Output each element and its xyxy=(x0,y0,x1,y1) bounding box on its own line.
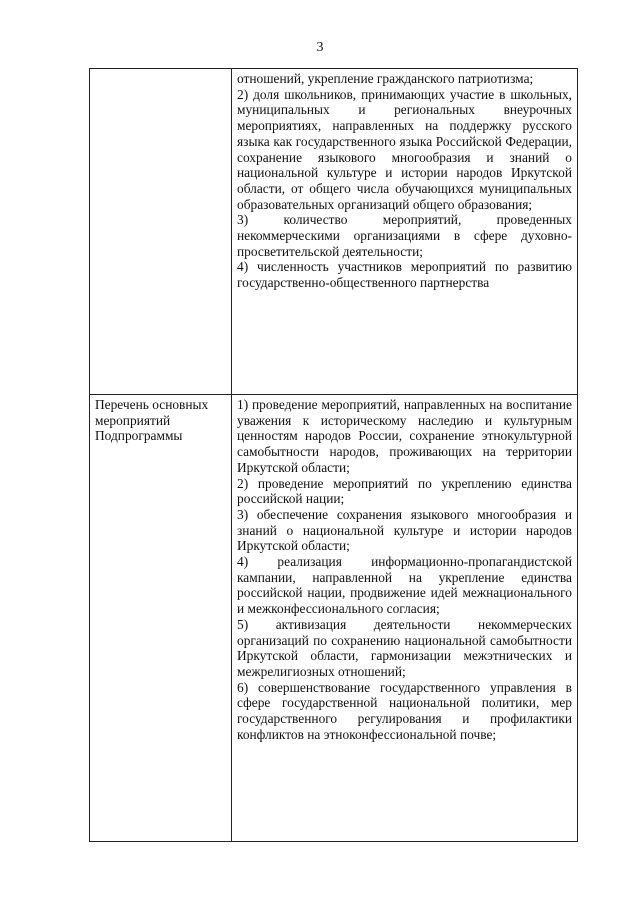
activity-paragraph: 6) совершенствование государственного управления в сфере государственной национальной политики, мер государственного регулирования и профилактики конфликтов на этноконфессиональной почве; xyxy=(237,679,572,742)
activity-paragraph: 1) проведение мероприятий, направленных на воспитание уважения к историческому наследию и культурным ценностям народов России, сохранение этнокультурной самобытности народов, проживающих на территории Иркутской области; xyxy=(237,397,572,475)
indicator-paragraph: 3) количество мероприятий, проведенных некоммерческими организациями в сфере духовно-просветительской деятельности; xyxy=(237,212,572,259)
activity-paragraph: 4) реализация информационно-пропагандистской кампании, направленной на укрепление единства российской нации, продвижение идей межнационального и межконфессионального согласия; xyxy=(237,554,572,617)
table-row-main-activities xyxy=(90,395,578,842)
indicator-paragraph: 2) доля школьников, принимающих участие в школьных, муниципальных и региональных внеурочных мероприятиях, направленных на поддержку русского языка как государственного языка Российской Федерации, сохранение языкового многообразия и знаний о национальной культуре и истории народов Иркутской области, от общего числа обучающихся муниципальных образовательных организаций общего образования; xyxy=(237,86,572,212)
indicator-paragraph: 4) численность участников мероприятий по развитию государственно-общественного партнерства xyxy=(237,259,572,291)
activity-paragraph: 5) активизация деятельности некоммерческих организаций по сохранению национальной самобытности Иркутской области, гармонизации межэтнических и межрелигиозных отношений; xyxy=(237,616,572,679)
row-label-line: мероприятий xyxy=(95,412,171,428)
row-label-line: Подпрограммы xyxy=(95,428,183,444)
activity-paragraph: 3) обеспечение сохранения языкового многообразия и знаний о национальной культуре и истории народов Иркутской области; xyxy=(237,506,572,554)
subprogram-passport-table xyxy=(89,68,578,842)
table-label-cell xyxy=(90,395,232,842)
table-content-cell xyxy=(232,69,578,395)
table-content-cell xyxy=(232,395,578,842)
table-label-cell xyxy=(90,69,232,395)
activity-paragraph: 2) проведение мероприятий по укреплению единства российской нации; xyxy=(237,475,572,507)
table-row-indicators xyxy=(90,69,578,395)
page-number: 3 xyxy=(316,40,324,55)
row-label-line: Перечень основных xyxy=(95,397,209,412)
indicator-paragraph: отношений, укрепление гражданского патриотизма; xyxy=(237,71,534,86)
